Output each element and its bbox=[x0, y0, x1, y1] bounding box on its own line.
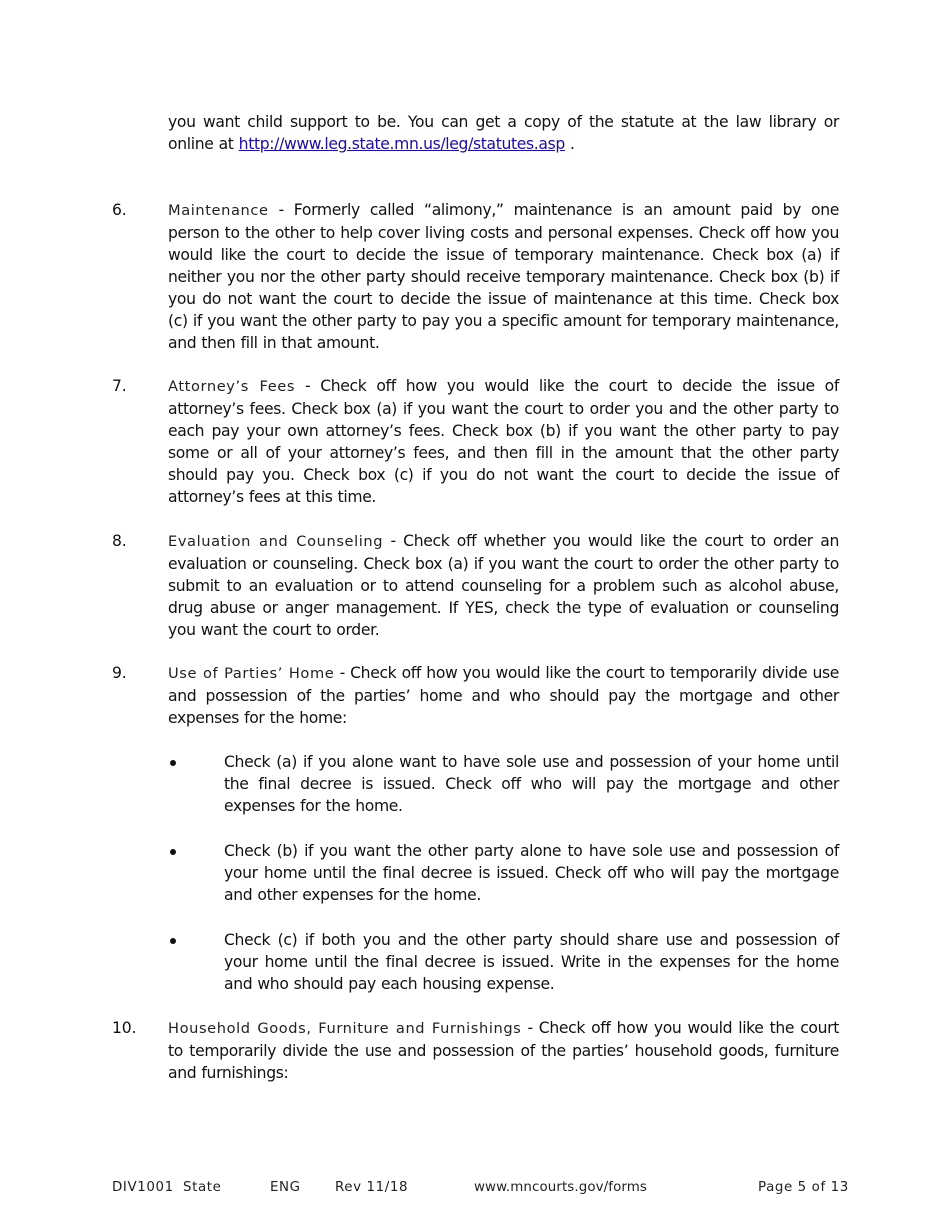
footer-website: www.mncourts.gov/forms bbox=[474, 1180, 647, 1195]
footer-form-id: DIV1001 bbox=[112, 1180, 174, 1195]
bullet-a-dot bbox=[170, 760, 176, 766]
item-10-body: - Check off how you would like the court to temporarily divide the use and possession of the parties’ household goods, furniture and furnishings: bbox=[168, 1019, 839, 1082]
item-10-term: Household Goods, Furniture and Furnishings bbox=[168, 1020, 522, 1037]
bullet-c-text: Check (c) if both you and the other party should share use and possession of your home until the final decree is issued. Write in the expenses for the home and who should pay each housing expense. bbox=[224, 931, 839, 993]
item-9-body: - Check off how you would like the court to temporarily divide use and possession of the parties’ home and who should pay the mortgage and other expenses for the home: bbox=[168, 664, 839, 727]
footer-language: ENG bbox=[270, 1180, 301, 1195]
item-8-evaluation-counseling bbox=[168, 530, 839, 641]
footer-page-number: Page 5 of 13 bbox=[758, 1180, 849, 1195]
footer-revision: Rev 11/18 bbox=[335, 1180, 409, 1195]
item-8-number: 8. bbox=[112, 532, 127, 550]
item-7-term: Attorney’s Fees bbox=[168, 378, 296, 395]
item-9-term: Use of Parties’ Home bbox=[168, 665, 335, 682]
item-6-maintenance bbox=[168, 199, 839, 354]
item-10-household-goods bbox=[168, 1017, 839, 1084]
item-9-use-of-home bbox=[168, 662, 839, 729]
item-6-term: Maintenance bbox=[168, 202, 269, 219]
item-10-number: 10. bbox=[112, 1019, 137, 1037]
item-7-body: - Check off how you would like the court to decide the issue of attorney’s fees. Check box (a) if you want the court to order you and the other party to each pay your own attorney’s fees. Check box (b) if you want the other party to pay some or all of your attorney’s fees, and then fill in the amount that the other party should pay you. Check box (c) if you do not want the court to decide the issue of attorney’s fees at this time. bbox=[168, 377, 840, 506]
bullet-a-text: Check (a) if you alone want to have sole use and possession of your home until the final decree is issued. Check off who will pay the mortgage and other expenses for the home. bbox=[224, 753, 839, 815]
intro-paragraph bbox=[168, 111, 839, 155]
statutes-link[interactable]: http://www.leg.state.mn.us/leg/statutes.asp bbox=[238, 135, 565, 153]
bullet-b-text: Check (b) if you want the other party alone to have sole use and possession of your home until the final decree is issued. Check off who will pay the mortgage and other expenses for the home. bbox=[224, 842, 839, 904]
footer-state: State bbox=[183, 1180, 222, 1195]
item-7-number: 7. bbox=[112, 377, 127, 395]
bullet-c-dot bbox=[170, 938, 176, 944]
item-6-number: 6. bbox=[112, 201, 127, 219]
item-8-term: Evaluation and Counseling bbox=[168, 533, 384, 550]
item-8-body: - Check off whether you would like the court to order an evaluation or counseling. Check box (a) if you want the court to order the other party to submit to an evaluation or to attend counseling for a problem such as alcohol abuse, drug abuse or anger management. If YES, check the type of evaluation or counseling you want the court to order. bbox=[168, 532, 839, 639]
item-9-number: 9. bbox=[112, 664, 127, 682]
item-6-body: - Formerly called “alimony,” maintenance is an amount paid by one person to the other to help cover living costs and personal expenses. Check off how you would like the court to decide the issue of temporary maintenance. Check box (a) if neither you nor the other party should receive temporary maintenance. Check box (b) if you do not want the court to decide the issue of maintenance at this time. Check box (c) if you want the other party to pay you a specific amount for temporary maintenance, and then fill in that amount. bbox=[168, 201, 839, 352]
intro-after-link: . bbox=[564, 135, 575, 153]
bullet-b-dot bbox=[170, 849, 176, 855]
intro-text: you want child support to be. You can get a copy of the statute at the law library or online at bbox=[168, 113, 839, 153]
item-7-attorneys-fees bbox=[168, 375, 839, 508]
